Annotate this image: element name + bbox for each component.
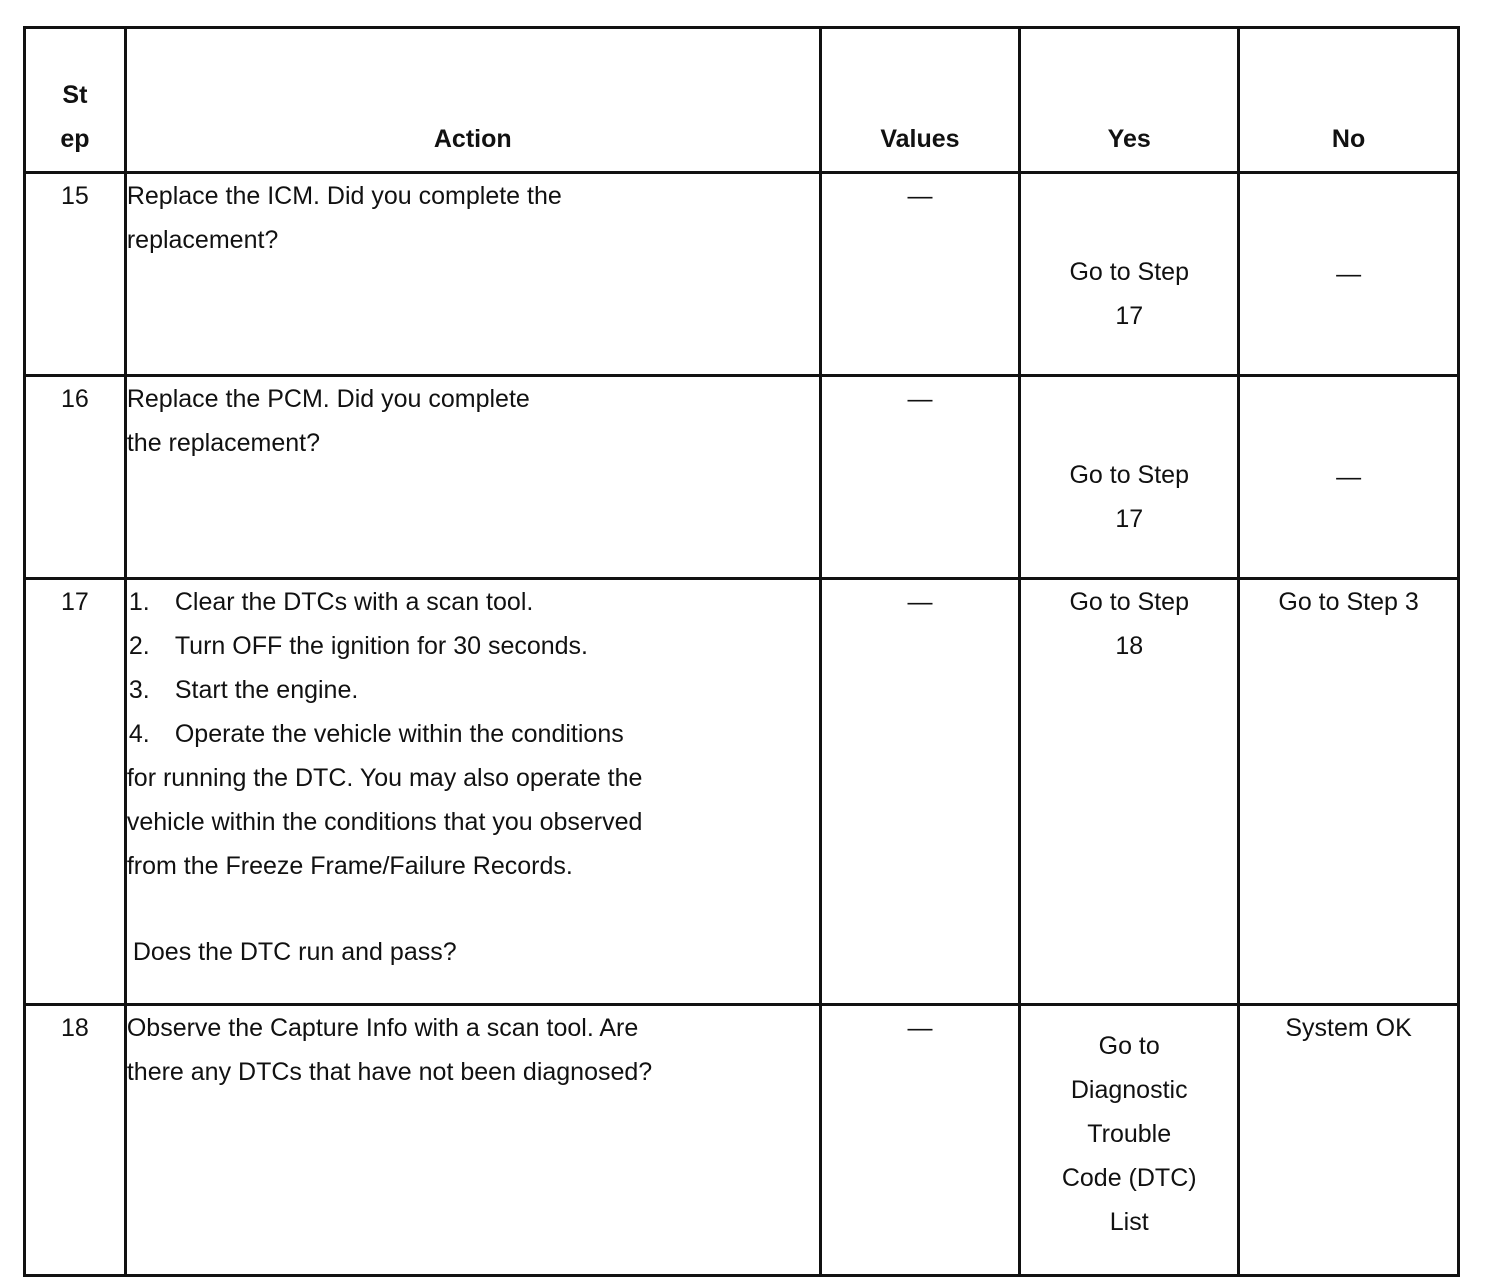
values-cell: — <box>820 579 1020 1005</box>
action-text: the replacement? <box>126 429 321 457</box>
action-cell <box>125 376 820 579</box>
list-text: Start the engine. <box>174 676 359 704</box>
yes-cell <box>1020 1005 1239 1276</box>
yes-text: Code (DTC) <box>1061 1164 1197 1192</box>
table-row-step-18 <box>25 1005 1459 1276</box>
yes-text: Go to Step <box>1069 258 1189 286</box>
table-row-step-15 <box>25 173 1459 376</box>
list-number: 1. <box>128 588 150 616</box>
no-cell: — <box>1239 173 1459 376</box>
yes-text: Go to Step <box>1069 588 1189 616</box>
list-number: 3. <box>128 676 150 704</box>
list-number: 4. <box>128 720 150 748</box>
yes-text: Diagnostic <box>1070 1076 1188 1104</box>
action-text: replacement? <box>126 226 279 254</box>
header-step-line1: St <box>62 81 88 109</box>
list-text: Operate the vehicle within the conditions <box>174 720 624 748</box>
action-cell <box>125 1005 820 1276</box>
action-cell <box>125 579 820 1005</box>
action-cell <box>125 173 820 376</box>
header-action: Action <box>125 28 820 173</box>
list-text: Clear the DTCs with a scan tool. <box>174 588 534 616</box>
list-text: Turn OFF the ignition for 30 seconds. <box>174 632 589 660</box>
list-item <box>127 712 819 756</box>
action-text: Replace the ICM. Did you complete the <box>126 182 562 210</box>
yes-text: 17 <box>1115 505 1144 533</box>
table-row-step-17 <box>25 579 1459 1005</box>
list-item <box>127 580 819 624</box>
step-number: 15 <box>25 173 126 376</box>
values-cell: — <box>820 173 1020 376</box>
yes-text: Trouble <box>1087 1120 1172 1148</box>
action-text: from the Freeze Frame/Failure Records. <box>126 852 573 880</box>
action-text: Observe the Capture Info with a scan tool. Are <box>126 1014 639 1042</box>
yes-cell <box>1020 376 1239 579</box>
no-cell: — <box>1239 376 1459 579</box>
yes-cell <box>1020 173 1239 376</box>
header-yes: Yes <box>1020 28 1239 173</box>
action-text: there any DTCs that have not been diagnosed? <box>126 1058 653 1086</box>
values-cell: — <box>820 1005 1020 1276</box>
table-row-step-16 <box>25 376 1459 579</box>
step-number: 17 <box>25 579 126 1005</box>
no-cell: Go to Step 3 <box>1239 579 1459 1005</box>
header-values: Values <box>820 28 1020 173</box>
diagnostic-table <box>23 26 1460 1277</box>
yes-text: List <box>1109 1208 1149 1236</box>
yes-text: 18 <box>1115 632 1144 660</box>
yes-cell <box>1020 579 1239 1005</box>
action-question: Does the DTC run and pass? <box>132 938 457 966</box>
action-text: for running the DTC. You may also operate the <box>126 764 643 792</box>
list-item <box>127 624 819 668</box>
yes-text: Go to Step <box>1069 461 1189 489</box>
yes-text: 17 <box>1115 302 1144 330</box>
header-no: No <box>1239 28 1459 173</box>
action-text: Replace the PCM. Did you complete <box>126 385 530 413</box>
step-number: 18 <box>25 1005 126 1276</box>
values-cell: — <box>820 376 1020 579</box>
list-item <box>127 668 819 712</box>
header-row <box>25 28 1459 173</box>
action-text: vehicle within the conditions that you observed <box>126 808 643 836</box>
header-step-line2: ep <box>60 125 90 153</box>
list-number: 2. <box>128 632 150 660</box>
yes-text: Go to <box>1098 1032 1160 1060</box>
step-number: 16 <box>25 376 126 579</box>
header-step <box>25 28 126 173</box>
no-cell: System OK <box>1239 1005 1459 1276</box>
